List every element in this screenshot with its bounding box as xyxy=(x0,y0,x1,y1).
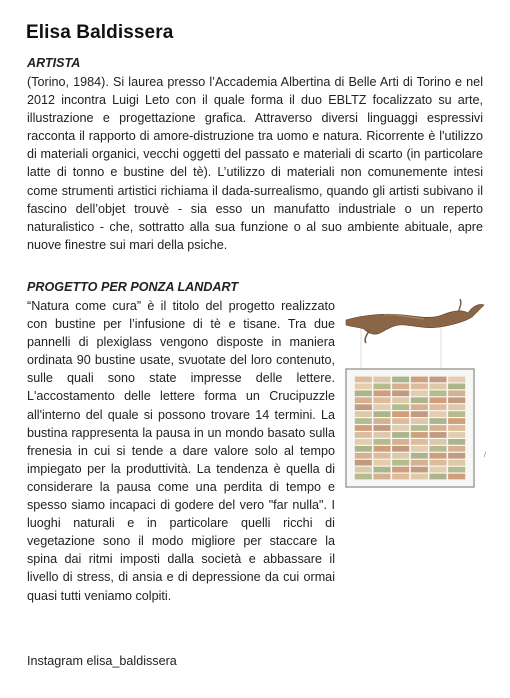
tea-bag xyxy=(392,404,409,410)
tea-bag xyxy=(429,467,446,473)
tea-bag xyxy=(429,446,446,452)
tea-bag xyxy=(411,460,428,466)
tea-bag xyxy=(411,377,428,383)
tea-bag xyxy=(392,384,409,390)
tea-bag xyxy=(411,467,428,473)
tea-bag xyxy=(429,384,446,390)
tea-bag xyxy=(411,397,428,403)
tea-bag xyxy=(429,390,446,396)
tea-bag xyxy=(355,474,372,480)
driftwood-branch xyxy=(346,299,484,343)
tea-bag xyxy=(429,460,446,466)
tea-bag xyxy=(392,460,409,466)
tea-bag xyxy=(429,377,446,383)
tea-bag xyxy=(355,460,372,466)
tea-bag xyxy=(355,404,372,410)
tea-bag xyxy=(411,439,428,445)
tea-bag xyxy=(355,467,372,473)
tea-bag xyxy=(448,446,465,452)
tea-bag xyxy=(448,404,465,410)
tea-bag xyxy=(429,439,446,445)
tea-bag xyxy=(392,377,409,383)
tea-bag xyxy=(355,377,372,383)
tea-bag xyxy=(448,397,465,403)
artist-bio: (Torino, 1984). Si laurea presso l’Accademia Albertina di Belle Arti di Torino e nel 2012 incontra Luigi Leto con il quale forma il duo EBLTZ focalizzato su arte, illustrazione e progettazione grafica. Attraverso diversi linguaggi espressivi racconta il rapporto di amore-distruzione tra uomo e natura. Ricorrente è l'utilizzo di materiali organici, vecchi oggetti del passato e materiali di scarto (in particolare latte di tonno e bustine del tè). L’utilizzo di materiali non comunemente intesi come strumenti artistici richiama il dada-surrealismo, quando gli artisti subivano il fascino dell’objet trouvè - sia esso un manufatto industriale o un reperto naturalistico - che, sottratto alla sua funzione o al suo ambiente abituale, apre nuove finestre sui mari della psiche. xyxy=(27,75,483,252)
tea-bag xyxy=(411,425,428,431)
tea-bag xyxy=(448,439,465,445)
tea-bag xyxy=(448,384,465,390)
tea-bag xyxy=(411,453,428,459)
tea-bag xyxy=(355,432,372,438)
tea-bag xyxy=(373,377,390,383)
tea-bag xyxy=(373,418,390,424)
tea-bag xyxy=(392,390,409,396)
artist-name: Elisa Baldissera xyxy=(26,22,174,43)
tea-bag xyxy=(373,432,390,438)
tea-bag xyxy=(429,453,446,459)
artist-heading: ARTISTA xyxy=(27,56,81,70)
tea-bag xyxy=(373,384,390,390)
tea-bag xyxy=(355,390,372,396)
tea-bag xyxy=(448,418,465,424)
tea-bag xyxy=(411,411,428,417)
tea-bag xyxy=(429,404,446,410)
tea-bag xyxy=(392,453,409,459)
tea-bag xyxy=(373,460,390,466)
tea-bag xyxy=(355,397,372,403)
tea-bag xyxy=(448,460,465,466)
tea-bag xyxy=(392,411,409,417)
tea-bag xyxy=(429,432,446,438)
tea-bag xyxy=(355,446,372,452)
tea-bag xyxy=(373,439,390,445)
tea-bag xyxy=(411,418,428,424)
tea-bag xyxy=(355,418,372,424)
artwork-image xyxy=(344,293,494,493)
tea-bag xyxy=(429,397,446,403)
tea-bag xyxy=(373,446,390,452)
tea-bag xyxy=(392,418,409,424)
project-heading: PROGETTO PER PONZA LANDART xyxy=(27,280,239,294)
tea-bag xyxy=(373,404,390,410)
tea-bag xyxy=(373,425,390,431)
tea-bag xyxy=(392,432,409,438)
tea-bag xyxy=(355,425,372,431)
tea-bag xyxy=(373,390,390,396)
tea-bag xyxy=(448,377,465,383)
instagram-handle: Instagram elisa_baldissera xyxy=(27,654,177,668)
tea-bag xyxy=(429,474,446,480)
tea-bag xyxy=(355,411,372,417)
tea-bag xyxy=(373,397,390,403)
tea-bag xyxy=(411,404,428,410)
tea-bag xyxy=(429,425,446,431)
tea-bag xyxy=(448,474,465,480)
tea-bag xyxy=(373,453,390,459)
tea-bag xyxy=(373,474,390,480)
tea-bag xyxy=(411,432,428,438)
tea-bag xyxy=(448,467,465,473)
tea-bag xyxy=(373,467,390,473)
tea-bag xyxy=(411,384,428,390)
tea-bag xyxy=(392,474,409,480)
tea-bag xyxy=(392,446,409,452)
tea-bag xyxy=(411,390,428,396)
tea-bag xyxy=(448,425,465,431)
tea-bag xyxy=(355,384,372,390)
tea-bag xyxy=(411,446,428,452)
tea-bag xyxy=(411,474,428,480)
tea-bag xyxy=(355,453,372,459)
tea-bag xyxy=(355,439,372,445)
tea-bag xyxy=(429,411,446,417)
side-mark: / xyxy=(484,452,486,459)
tea-bag xyxy=(392,425,409,431)
tea-bag xyxy=(392,439,409,445)
project-description: “Natura come cura” è il titolo del progetto realizzato con bustine per l’infusione di tè e tisane. Tra due pannelli di plexiglass vengono disposte in maniera ordinata 90 bustine usate, svuotate del loro contenuto, sulle quali sono state impresse delle lettere. L'accostamento delle lettere forma un Crucipuzzle all'interno del quale si possono trovare 14 termini. La bustina rappresenta la pausa in un mondo basato sulla frenesia in cui si tende a dare valore solo al tempo impiegato per la produttività. La tendenza è quella di considerare la pausa come una perdita di tempo e spesso siamo incapaci di godere del vero "far nulla". I luoghi naturali e in particolare quelli ricchi di vegetazione sono il modo migliore per staccare la spina dai ritmi imposti dalla società e abbassare il livello di stress, di ansia e di depressione da cui ormai quasi tutti veniamo colpiti. xyxy=(27,299,335,603)
tea-bag xyxy=(448,432,465,438)
tea-bag xyxy=(448,411,465,417)
tea-bag xyxy=(429,418,446,424)
tea-bag xyxy=(373,411,390,417)
tea-bag xyxy=(392,467,409,473)
tea-bag xyxy=(448,390,465,396)
tea-bag xyxy=(392,397,409,403)
tea-bag xyxy=(448,453,465,459)
